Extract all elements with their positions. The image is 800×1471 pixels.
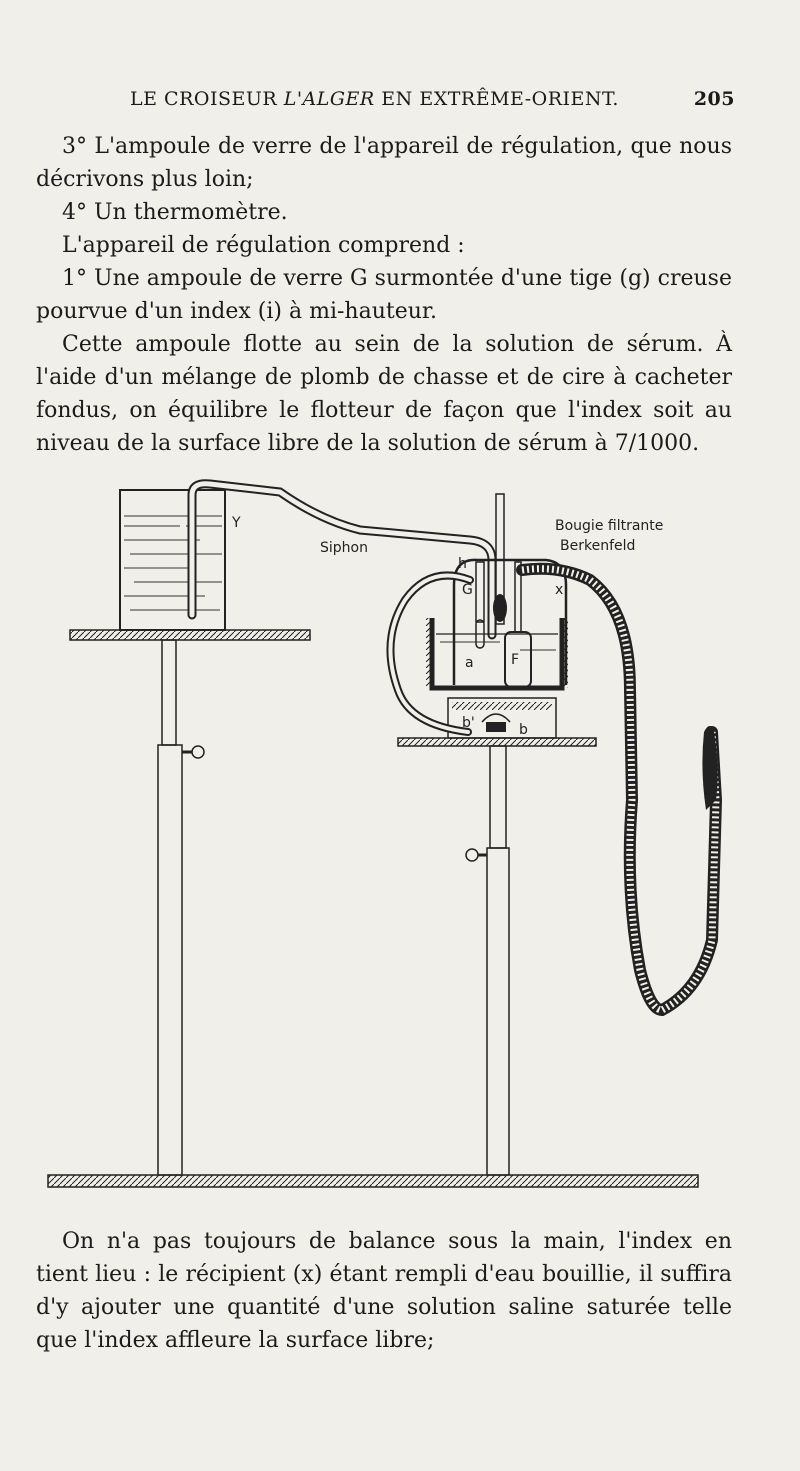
label-b: b <box>519 722 528 738</box>
paragraph: Cette ampoule flotte au sein de la solution de sérum. À l'aide d'un mélange de plomb de chasse et de cire à cacheter fondus, on équilibre le flotteur de façon que l'index soit au niveau de la surface libre de la solution de sérum à 7/1000. <box>36 332 732 456</box>
paragraph: L'appareil de régulation comprend : <box>62 233 465 258</box>
float-ampoule <box>476 562 484 648</box>
label-siphon: Siphon <box>320 540 368 556</box>
label-bougie-1: Bougie filtrante <box>555 518 664 534</box>
base-plate <box>48 1175 698 1187</box>
body-text-top <box>36 130 732 460</box>
label-x: x <box>555 582 564 598</box>
outlet-coil-tube <box>522 569 716 1010</box>
label-y: Y <box>232 515 241 531</box>
paragraph: On n'a pas toujours de balance sous la main, l'index en tient lieu : le récipient (x) étant rempli d'eau bouillie, il suffira d'y ajouter une quantité d'une solution saline saturée telle que l'index affleure la surface libre; <box>36 1229 732 1353</box>
running-title: LE CROISEUR L'ALGER EN EXTRÊME-ORIENT. <box>130 88 619 110</box>
paragraph: 4° Un thermomètre. <box>62 200 288 225</box>
left-stand <box>70 630 310 1175</box>
filter-candle <box>505 562 531 687</box>
label-G: G <box>462 582 473 598</box>
label-bougie-2: Berkenfeld <box>560 538 636 554</box>
label-h: h <box>458 556 467 572</box>
apparatus-illustration <box>0 470 800 1210</box>
page-number: 205 <box>693 88 735 110</box>
siphon-tube <box>192 484 492 635</box>
apparatus-drawing <box>0 470 800 1210</box>
reservoir-tank <box>120 490 225 630</box>
water-bath <box>426 618 568 688</box>
label-F: F <box>511 652 520 668</box>
paragraph: 3° L'ampoule de verre de l'appareil de régulation, que nous décrivons plus loin; <box>36 134 732 192</box>
right-stand <box>398 738 596 1175</box>
paragraph: 1° Une ampoule de verre G surmontée d'une tige (g) creuse pourvue d'un index (i) à mi-hauteur. <box>36 266 732 324</box>
body-text-bottom <box>36 1225 732 1357</box>
label-b-prime: b' <box>462 715 475 731</box>
label-a: a <box>465 655 474 671</box>
